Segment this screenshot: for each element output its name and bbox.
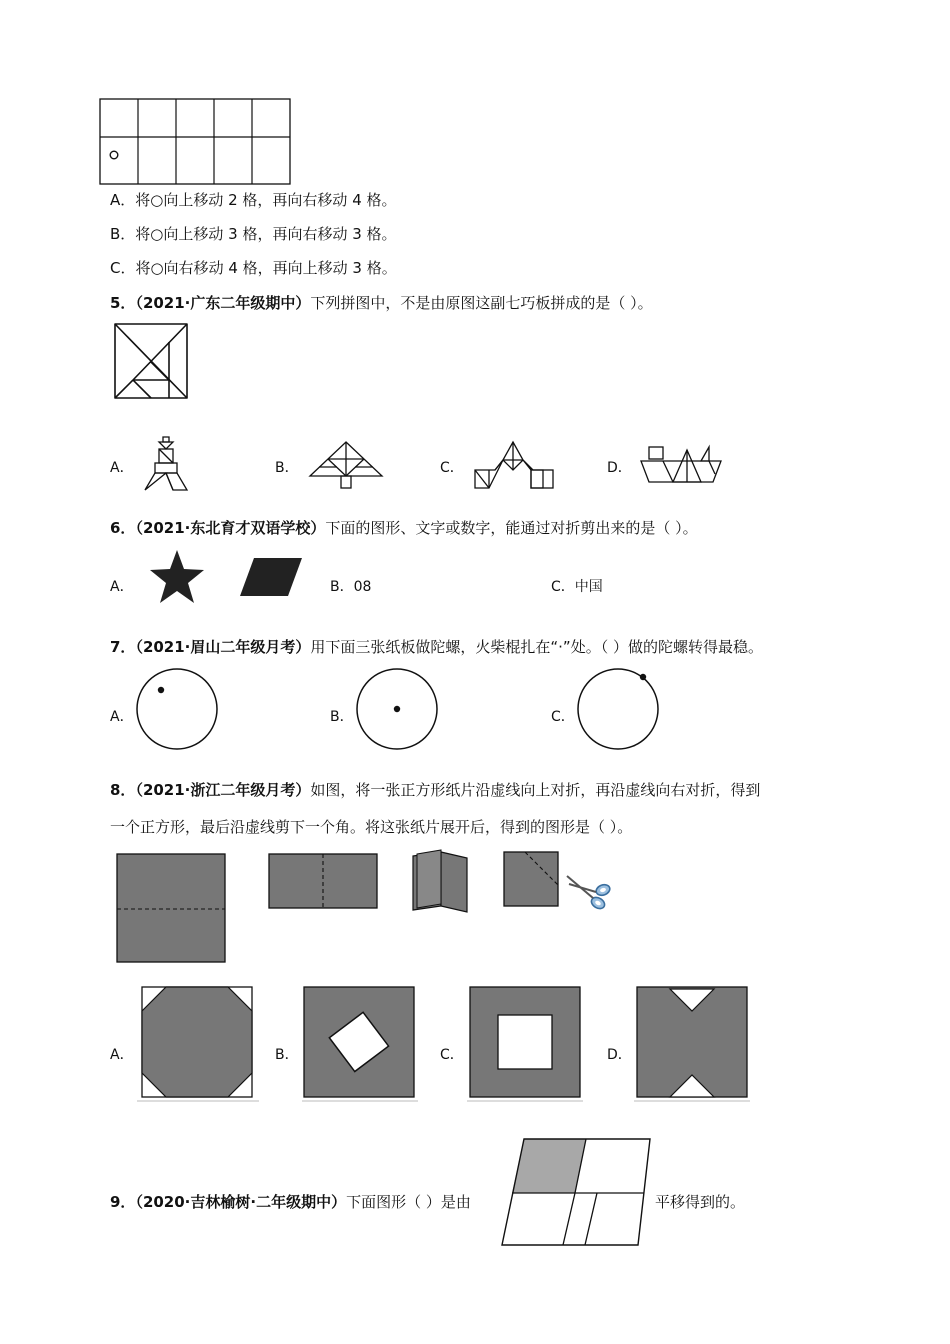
q4-option-a[interactable]: A．将○向上移动 2 格，再向右移动 4 格。 bbox=[110, 191, 397, 209]
circle-card-c[interactable] bbox=[576, 667, 662, 753]
tangram-square bbox=[113, 322, 189, 400]
q7-label-a[interactable]: A． bbox=[110, 709, 134, 725]
dot-marker bbox=[158, 687, 164, 693]
dot-marker bbox=[640, 674, 646, 680]
question-9 bbox=[110, 1192, 471, 1212]
question-source: （2021·眉山二年级月考） bbox=[135, 638, 311, 656]
question-number: 9． bbox=[110, 1193, 136, 1211]
question-text: 下面的图形、文字或数字，能通过对折剪出来的是（ ）。 bbox=[325, 519, 698, 537]
circle-card-a[interactable] bbox=[135, 667, 221, 753]
q5-label-b[interactable]: B． bbox=[275, 460, 299, 476]
question-source: （2021·东北育才双语学校） bbox=[135, 519, 326, 537]
question-source: （2021·广东二年级期中） bbox=[135, 294, 311, 312]
question-text: 下列拼图中，不是由原图这副七巧板拼成的是（ ）。 bbox=[310, 294, 653, 312]
question-9-tail: 平移得到的。 bbox=[655, 1193, 746, 1211]
question-source: （2021·浙江二年级月考） bbox=[135, 781, 311, 799]
fold-step-1 bbox=[116, 853, 228, 965]
q7-label-c[interactable]: C． bbox=[551, 709, 575, 725]
star-shape[interactable] bbox=[148, 549, 206, 605]
question-number: 8． bbox=[110, 781, 136, 799]
fold-step-2 bbox=[268, 853, 380, 911]
question-number: 5． bbox=[110, 294, 136, 312]
unfolded-option-a[interactable] bbox=[137, 985, 261, 1105]
question-5 bbox=[110, 293, 653, 313]
scissors-icon bbox=[565, 872, 611, 912]
question-7 bbox=[110, 637, 763, 657]
question-text: 如图，将一张正方形纸片沿虚线向上对折，再沿虚线向右对折，得到 bbox=[310, 781, 761, 799]
q7-label-b[interactable]: B． bbox=[330, 709, 354, 725]
tangram-figure-c[interactable] bbox=[473, 440, 555, 490]
question-6 bbox=[110, 518, 698, 538]
question-number: 6． bbox=[110, 519, 136, 537]
q5-label-a[interactable]: A． bbox=[110, 460, 134, 476]
tangram-figure-b[interactable] bbox=[308, 440, 384, 490]
q4-option-c[interactable]: C．将○向右移动 4 格，再向上移动 3 格。 bbox=[110, 259, 397, 277]
q6-label-a[interactable]: A． bbox=[110, 579, 134, 595]
question-text: 用下面三张纸板做陀螺，火柴棍扎在“·”处。（ ）做的陀螺转得最稳。 bbox=[310, 638, 763, 656]
q6-label-c[interactable]: C．中国 bbox=[551, 579, 603, 595]
dot-marker bbox=[394, 706, 400, 712]
question-source: （2020·吉林榆树·二年级期中） bbox=[135, 1193, 347, 1211]
q8-label-c[interactable]: C． bbox=[440, 1047, 464, 1063]
question-8 bbox=[110, 780, 760, 800]
q4-option-b[interactable]: B．将○向上移动 3 格，再向右移动 3 格。 bbox=[110, 225, 397, 243]
question-8-line2: 一个正方形，最后沿虚线剪下一个角。将这张纸片展开后，得到的图形是（ ）。 bbox=[110, 818, 633, 836]
q8-label-d[interactable]: D． bbox=[607, 1047, 632, 1063]
question-text: 下面图形（ ）是由 bbox=[346, 1193, 471, 1211]
fold-step-4 bbox=[503, 851, 561, 909]
circle-marker bbox=[110, 151, 118, 159]
unfolded-option-c[interactable] bbox=[467, 985, 585, 1105]
grid-figure bbox=[99, 98, 293, 186]
circle-card-b[interactable] bbox=[355, 667, 441, 753]
parallelogram-figure bbox=[500, 1137, 654, 1249]
tangram-figure-d[interactable] bbox=[639, 444, 723, 484]
parallelogram-shape[interactable] bbox=[238, 556, 304, 598]
unfolded-option-d[interactable] bbox=[634, 985, 752, 1105]
q6-label-b[interactable]: B．08 bbox=[330, 579, 372, 595]
tangram-figure-a[interactable] bbox=[143, 436, 189, 492]
q5-label-c[interactable]: C． bbox=[440, 460, 464, 476]
question-number: 7． bbox=[110, 638, 136, 656]
q8-label-a[interactable]: A． bbox=[110, 1047, 134, 1063]
fold-step-3 bbox=[411, 848, 471, 914]
q8-label-b[interactable]: B． bbox=[275, 1047, 299, 1063]
q5-label-d[interactable]: D． bbox=[607, 460, 632, 476]
unfolded-option-b[interactable] bbox=[302, 985, 420, 1105]
